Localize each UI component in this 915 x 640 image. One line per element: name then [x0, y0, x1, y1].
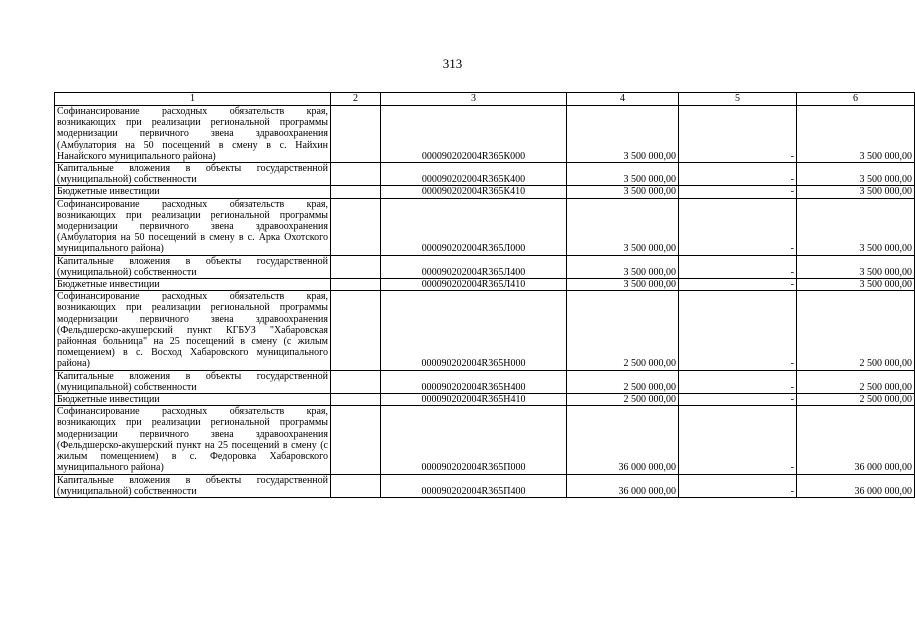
budget-code: 000090202004R365Л000	[381, 198, 567, 255]
expense-name: Капитальные вложения в объекты государственной (муниципальной) собственности	[55, 370, 331, 393]
budget-code: 000090202004R365Л400	[381, 255, 567, 278]
expense-name: Софинансирование расходных обязательств края, возникающих при реализации региональной программы модернизации первичного звена здравоохранения (Фельдшерско-акушерский пункт КГБУЗ "Хабаровская районная больница" на 25 посещений в смену (с жилым помещением) в с. Восход Хабаровского муниципального района)	[55, 291, 331, 370]
budget-code: 000090202004R365Н410	[381, 394, 567, 406]
column-5-cell: -	[679, 406, 797, 474]
column-5-cell: -	[679, 163, 797, 186]
table-row	[55, 163, 915, 186]
budget-code: 000090202004R365Н000	[381, 291, 567, 370]
expense-name: Капитальные вложения в объекты государственной (муниципальной) собственности	[55, 163, 331, 186]
budget-code: 000090202004R365К400	[381, 163, 567, 186]
expense-name: Софинансирование расходных обязательств края, возникающих при реализации региональной программы модернизации первичного звена здравоохранения (Амбулатория на 50 посещений в смену в с. Арка Охотского муниципального района)	[55, 198, 331, 255]
column-2-cell	[331, 291, 381, 370]
amount-cell: 3 500 000,00	[567, 163, 679, 186]
page-number: 313	[442, 56, 463, 71]
budget-code: 000090202004R365К000	[381, 106, 567, 163]
column-header: 5	[679, 93, 797, 106]
amount-cell: 36 000 000,00	[567, 406, 679, 474]
column-5-cell: -	[679, 198, 797, 255]
expense-name: Софинансирование расходных обязательств края, возникающих при реализации региональной программы модернизации первичного звена здравоохранения (Амбулатория на 50 посещений в смену в с. Найхин Нанайского муниципального района)	[55, 106, 331, 163]
column-header: 4	[567, 93, 679, 106]
column-5-cell: -	[679, 255, 797, 278]
table-row	[55, 394, 915, 406]
budget-code: 000090202004R365К410	[381, 186, 567, 198]
table-row	[55, 198, 915, 255]
table-row	[55, 291, 915, 370]
expense-name: Бюджетные инвестиции	[55, 279, 331, 291]
amount-cell: 2 500 000,00	[567, 291, 679, 370]
total-cell: 3 500 000,00	[797, 198, 915, 255]
total-cell: 36 000 000,00	[797, 474, 915, 497]
table-row	[55, 106, 915, 163]
table-row	[55, 370, 915, 393]
expense-name: Капитальные вложения в объекты государственной (муниципальной) собственности	[55, 255, 331, 278]
budget-code: 000090202004R365П000	[381, 406, 567, 474]
total-cell: 3 500 000,00	[797, 106, 915, 163]
amount-cell: 3 500 000,00	[567, 255, 679, 278]
column-5-cell: -	[679, 279, 797, 291]
table-row	[55, 279, 915, 291]
amount-cell: 2 500 000,00	[567, 370, 679, 393]
column-5-cell: -	[679, 291, 797, 370]
column-2-cell	[331, 106, 381, 163]
budget-table	[54, 92, 915, 498]
column-2-cell	[331, 255, 381, 278]
total-cell: 2 500 000,00	[797, 291, 915, 370]
column-2-cell	[331, 279, 381, 291]
column-5-cell: -	[679, 106, 797, 163]
column-2-cell	[331, 406, 381, 474]
amount-cell: 2 500 000,00	[567, 394, 679, 406]
column-5-cell: -	[679, 186, 797, 198]
column-2-cell	[331, 198, 381, 255]
total-cell: 3 500 000,00	[797, 163, 915, 186]
total-cell: 2 500 000,00	[797, 370, 915, 393]
total-cell: 36 000 000,00	[797, 406, 915, 474]
column-5-cell: -	[679, 370, 797, 393]
column-2-cell	[331, 394, 381, 406]
budget-code: 000090202004R365Н400	[381, 370, 567, 393]
expense-name: Бюджетные инвестиции	[55, 186, 331, 198]
column-header: 3	[381, 93, 567, 106]
table-row	[55, 474, 915, 497]
header-row	[55, 93, 915, 106]
column-2-cell	[331, 370, 381, 393]
expense-name: Софинансирование расходных обязательств края, возникающих при реализации региональной программы модернизации первичного звена здравоохранения (Фельдшерско-акушерский пункт на 25 посещений в смену (с жилым помещением) в с. Федоровка Хабаровского муниципального района)	[55, 406, 331, 474]
column-2-cell	[331, 186, 381, 198]
amount-cell: 3 500 000,00	[567, 279, 679, 291]
table-row	[55, 186, 915, 198]
total-cell: 3 500 000,00	[797, 279, 915, 291]
column-header: 1	[55, 93, 331, 106]
column-header: 6	[797, 93, 915, 106]
table-row	[55, 255, 915, 278]
amount-cell: 3 500 000,00	[567, 106, 679, 163]
amount-cell: 3 500 000,00	[567, 198, 679, 255]
total-cell: 2 500 000,00	[797, 394, 915, 406]
column-2-cell	[331, 474, 381, 497]
budget-code: 000090202004R365П400	[381, 474, 567, 497]
column-header: 2	[331, 93, 381, 106]
budget-code: 000090202004R365Л410	[381, 279, 567, 291]
table-row	[55, 406, 915, 474]
total-cell: 3 500 000,00	[797, 255, 915, 278]
column-2-cell	[331, 163, 381, 186]
expense-name: Бюджетные инвестиции	[55, 394, 331, 406]
column-5-cell: -	[679, 474, 797, 497]
amount-cell: 36 000 000,00	[567, 474, 679, 497]
expense-name: Капитальные вложения в объекты государственной (муниципальной) собственности	[55, 474, 331, 497]
amount-cell: 3 500 000,00	[567, 186, 679, 198]
column-5-cell: -	[679, 394, 797, 406]
total-cell: 3 500 000,00	[797, 186, 915, 198]
